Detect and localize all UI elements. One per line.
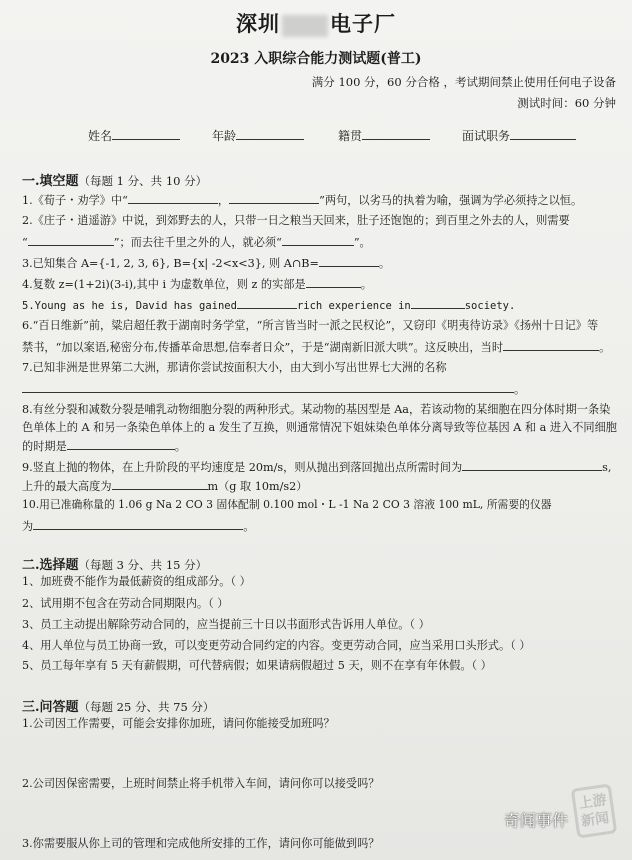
q5-text-c: society. [464, 300, 516, 312]
q7-line-1: 7.已知非洲是世界第二大洲，那请你尝试按面积大小，由大到小写出世界七大洲的名称 [22, 361, 447, 374]
info-position [462, 127, 576, 144]
info-age-label: 年龄 [212, 129, 237, 143]
q8-blank[interactable] [67, 438, 175, 450]
section3-title: 三.问答题 [22, 700, 79, 715]
watermark-logo [571, 783, 618, 838]
section2-title: 二.选择题 [22, 558, 79, 573]
s2-item-5: 5、员工每年享有 5 天有薪假期，可代替病假；如果请病假超过 5 天，则不在享有年休假。（ ） [22, 659, 492, 672]
q9-line-2 [22, 478, 307, 494]
q2-blank-1[interactable] [28, 234, 114, 246]
q5-blank-2[interactable] [411, 297, 465, 309]
q9-text-d: m（g 取 10m/s2） [207, 480, 308, 493]
info-name [88, 127, 180, 144]
q5-blank-1[interactable] [237, 297, 297, 309]
q4-end: 。 [360, 278, 372, 291]
section2-note: （每题 3 分、共 15 分） [78, 558, 208, 572]
q10-blank[interactable] [33, 518, 243, 530]
q8-line-1: 8.有丝分裂和减数分裂是哺乳动物细胞分裂的两种形式。某动物的基因型是 Aa，若该动物的某细胞在四分体时期一条染 [22, 403, 611, 416]
page-title [0, 8, 632, 38]
q10-end: 。 [243, 520, 255, 533]
q9-text-c: 上升的最大高度为 [22, 480, 112, 493]
q4-line [22, 276, 372, 292]
s3-item-2: 2.公司因保密需要，上班时间禁止将手机带入车间，请问你可以接受吗？ [22, 777, 380, 790]
q8-line-3 [22, 438, 186, 454]
info-position-label: 面试职务 [462, 129, 511, 143]
q10-text: 为 [22, 520, 34, 533]
section2-heading [22, 554, 207, 573]
q7-line-2 [22, 381, 525, 397]
q8-text: 的时期是 [22, 440, 67, 453]
q9-text-a: 9.竖直上抛的物体，在上升阶段的平均速度是 20m/s，则从抛出到落回抛出点所需时间为 [22, 461, 463, 474]
info-origin [338, 127, 430, 144]
s3-item-3: 3.你需要服从你上司的管理和完成他所安排的工作，请问你可能做到吗？ [22, 837, 380, 850]
watermark-logo-line1: 上游 [577, 792, 608, 812]
s2-item-2: 2、试用期不包含在劳动合同期限内。（ ） [22, 597, 229, 610]
q6-blank[interactable] [503, 339, 599, 351]
section3-note: （每题 25 分、共 75 分） [78, 700, 215, 714]
q8-line-2: 色单体上的 A 和另一条染色单体上的 a 发生了互换，则通常情况下姐妹染色单体分离导致等位基因 A 和 a 进入不同细胞 [22, 421, 617, 434]
section1-title: 一.填空题 [22, 174, 79, 189]
title-right: 电子厂 [330, 11, 396, 36]
q6-text: 禁书，“加以案语,秘密分布,传播革命思想,信奉者日众”，于是“湖南新旧派大哄”。这反映出，当时 [22, 341, 504, 354]
info-origin-label: 籍贯 [338, 129, 363, 143]
q3-line [22, 255, 390, 271]
s2-item-1: 1、加班费不能作为最低薪资的组成部分。（ ） [22, 575, 251, 588]
q5-text-b: rich experience in [296, 300, 411, 312]
q3-end: 。 [378, 257, 391, 270]
q3-text: 3.已知集合 A={-1, 2, 3, 6}, B={x| -2<x<3}, 则 A∩B= [22, 257, 319, 270]
q1-text-b: ， [217, 194, 230, 207]
redaction-blur [282, 15, 328, 37]
watermark-logo-line2: 新闻 [580, 810, 611, 830]
q4-blank[interactable] [306, 276, 361, 288]
q2-line-1: 2.《庄子・逍遥游》中说，到郊野去的人，只带一日之粮当天回来，肚子还饱饱的；到百里之外去的人，则需要 [22, 214, 570, 227]
s2-item-4: 4、用人单位与员工协商一致，可以变更劳动合同约定的内容。变更劳动合同，应当采用口头形式。（ ） [22, 639, 531, 652]
s2-item-3: 3、员工主动提出解除劳动合同的，应当提前三十日以书面形式告诉用人单位。（ ） [22, 618, 430, 631]
section3-heading [22, 696, 214, 715]
q8-end: 。 [174, 440, 186, 453]
q1-text-c: ”两句，以劣马的执着为喻，强调为学必须持之以恒。 [319, 194, 583, 207]
q1-blank-2[interactable] [229, 192, 319, 204]
q2-text-a: “ [22, 236, 28, 249]
q2-line-2 [22, 234, 371, 250]
exam-rules: 满分 100 分，60 分合格 ，考试期间禁止使用任何电子设备 [311, 75, 616, 89]
q7-blank[interactable] [22, 381, 514, 393]
q2-blank-2[interactable] [282, 234, 354, 246]
title-left: 深圳 [236, 11, 280, 36]
q10-line-1: 10.用已准确称量的 1.06 g Na 2 CO 3 固体配制 0.100 mol・L -1 Na 2 CO 3 溶液 100 mL, 所需要的仪器 [22, 498, 552, 511]
exam-subtitle: 2023 入职综合能力测试题(普工) [210, 51, 422, 67]
q3-blank[interactable] [319, 255, 379, 267]
info-position-blank[interactable] [510, 128, 576, 140]
q9-text-b: s, [602, 461, 612, 474]
watermark-text: 奇闻事件 [504, 811, 569, 830]
q2-text-b: ”；而去往千里之外的人，就必须“ [113, 236, 282, 249]
q6-line-2 [22, 339, 610, 355]
section1-note: （每题 1 分、共 10 分） [78, 174, 208, 188]
info-age [212, 127, 304, 144]
q1-text-a: 1.《荀子・劝学》中“ [22, 194, 128, 207]
q10-line-2 [22, 518, 254, 534]
s3-item-1: 1.公司因工作需要，可能会安排你加班，请问你能接受加班吗？ [22, 717, 335, 730]
q9-blank-2[interactable] [112, 478, 208, 490]
q9-line-1 [22, 459, 611, 475]
section1-heading [22, 170, 207, 189]
info-name-label: 姓名 [88, 129, 113, 143]
info-origin-blank[interactable] [362, 128, 430, 140]
q6-line-1: 6.“百日维新”前，粱启超任教于湖南时务学堂，“所言皆当时一派之民权论”，又窃印《明夷待访录》《扬州十日记》等 [22, 319, 599, 332]
q2-text-c: ”。 [353, 236, 371, 249]
q4-text: 4.复数 z=(1+2i)(3-i),其中 i 为虚数单位，则 z 的实部是 [22, 278, 306, 291]
q1-line [22, 192, 582, 208]
q5-line [22, 297, 515, 314]
q9-blank-1[interactable] [462, 459, 602, 471]
q7-end: 。 [514, 383, 526, 396]
info-age-blank[interactable] [236, 128, 304, 140]
info-name-blank[interactable] [112, 128, 180, 140]
q6-end: 。 [599, 341, 611, 354]
q1-blank-1[interactable] [128, 192, 218, 204]
exam-time: 测试时间：60 分钟 [517, 96, 616, 110]
q5-text-a: 5.Young as he is, David has gained [22, 300, 237, 312]
